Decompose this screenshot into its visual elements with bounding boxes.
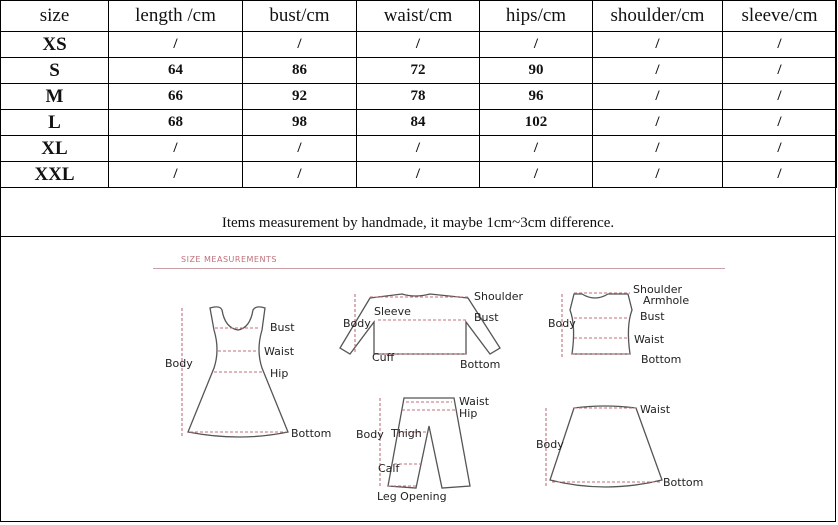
skirt-sketch [550,406,662,487]
table-cell: 102 [480,110,593,136]
vest-waist-label: Waist [634,333,665,346]
header-cell: hips/cm [480,1,593,32]
top-bust-label: Bust [474,311,499,324]
diagram-title: SIZE MEASUREMENTS [181,255,277,264]
skirt-body-label: Body [536,438,564,451]
table-cell: / [593,32,723,58]
table-cell: 84 [357,110,480,136]
header-cell: length /cm [109,1,243,32]
top-body-label: Body [343,317,371,330]
skirt-bottom-label: Bottom [663,476,704,489]
pants-thigh-label: Thigh [391,427,422,440]
table-cell: / [109,32,243,58]
table-cell: / [109,162,243,188]
table-cell: / [357,32,480,58]
pants-sketch [388,398,470,488]
table-cell: / [243,162,357,188]
table-cell: / [723,32,837,58]
table-cell: 72 [357,58,480,84]
table-cell: L [1,110,109,136]
table-cell: / [480,162,593,188]
table-cell: 64 [109,58,243,84]
table-cell: M [1,84,109,110]
dress-waist-label: Waist [264,345,295,358]
table-cell: / [593,84,723,110]
table-cell: / [723,84,837,110]
table-cell: / [243,32,357,58]
measurement-note: Items measurement by handmade, it maybe 1cm~3cm difference. [221,215,615,231]
vest-bottom-label: Bottom [641,353,682,366]
dress-hip-label: Hip [270,367,289,380]
dress-body-label: Body [165,357,193,370]
table-cell: S [1,58,109,84]
table-cell: / [109,136,243,162]
vest-sketch [570,294,632,354]
table-cell: / [480,136,593,162]
size-measurements-diagram [150,250,730,510]
pants-hip-label: Hip [459,407,478,420]
table-cell: / [480,32,593,58]
top-shoulder-label: Shoulder [474,290,523,303]
dress-bottom-label: Bottom [291,427,332,440]
table-cell: XL [1,136,109,162]
table-cell: / [723,58,837,84]
table-cell: 98 [243,110,357,136]
vest-armhole-label: Armhole [643,294,690,307]
pants-waist-label: Waist [459,395,490,408]
vest-body-label: Body [548,317,576,330]
table-cell: / [243,136,357,162]
vest-bust-label: Bust [640,310,665,323]
header-cell: sleeve/cm [723,1,837,32]
pants-calf-label: Calf [378,462,400,475]
top-sleeve-label: Sleeve [374,305,411,318]
table-cell: / [723,162,837,188]
table-cell: 86 [243,58,357,84]
table-cell: / [357,162,480,188]
table-cell: 96 [480,84,593,110]
table-cell: 66 [109,84,243,110]
table-cell: / [723,136,837,162]
table-cell: / [593,58,723,84]
table-cell: 92 [243,84,357,110]
top-cuff-label: Cuff [372,351,395,364]
table-cell: / [357,136,480,162]
table-cell: 78 [357,84,480,110]
skirt-waist-label: Waist [640,403,671,416]
table-cell: / [593,110,723,136]
dress-bust-label: Bust [270,321,295,334]
pants-leg-opening-label: Leg Opening [377,490,447,503]
table-cell: 68 [109,110,243,136]
table-cell: / [593,136,723,162]
table-cell: XS [1,32,109,58]
vest-shoulder-label: Shoulder [633,283,682,296]
header-cell: shoulder/cm [593,1,723,32]
table-cell: / [723,110,837,136]
table-cell: 90 [480,58,593,84]
top-bottom-label: Bottom [460,358,501,371]
header-cell: bust/cm [243,1,357,32]
pants-body-label: Body [356,428,384,441]
header-cell: size [1,1,109,32]
table-cell: / [593,162,723,188]
header-cell: waist/cm [357,1,480,32]
table-cell: XXL [1,162,109,188]
